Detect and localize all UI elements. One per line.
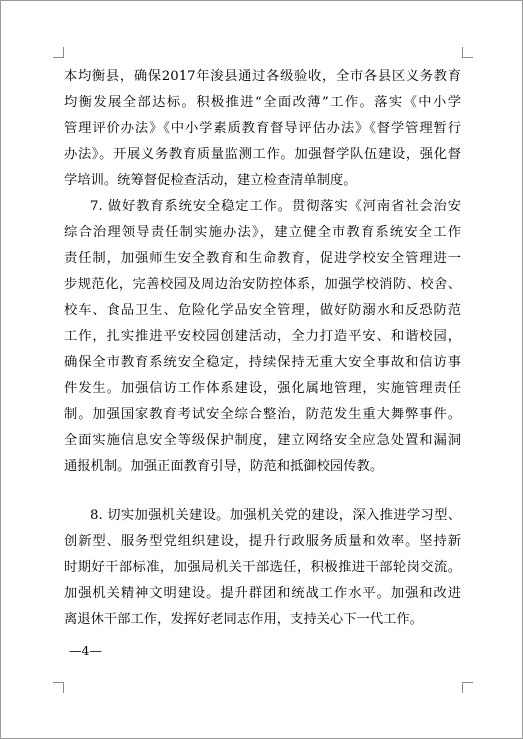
text-line: 制。加强国家教育考试安全综合整治，防范发生重大舞弊事件。: [64, 407, 461, 422]
crop-mark-bottom-left: [53, 682, 64, 693]
text-line: 综合治理领导责任制实施办法》，建立健全市教育系统安全工作: [64, 225, 461, 240]
crop-mark-top-right: [462, 47, 473, 58]
crop-mark-top-left: [53, 47, 64, 58]
text-line: 责任制，加强师生安全教育和生命教育，促进学校安全管理进一: [64, 251, 461, 266]
text-line: 创新型、服务型党组织建设，提升行政服务质量和效率。坚持新: [64, 534, 461, 549]
text-line: 办法》。开展义务教育质量监测工作。加强督学队伍建设，强化督: [64, 147, 461, 162]
text-line: 加强机关精神文明建设。提升群团和统战工作水平。加强和改进: [64, 586, 461, 601]
text-line: 管理评价办法》《中小学素质教育督导评估办法》《督学管理暂行: [64, 121, 461, 136]
text-line: 全面实施信息安全等级保护制度，建立网络安全应急处置和漏洞: [64, 433, 461, 448]
text-line: 本均衡县，确保2017年浚县通过各级验收，全市各县区义务教育: [64, 69, 461, 84]
text-line: 步规范化，完善校园及周边治安防控体系，加强学校消防、校舍、: [64, 277, 461, 292]
text-line: 7. 做好教育系统安全稳定工作。贯彻落实《河南省社会治安: [90, 199, 461, 214]
text-line: 件发生。加强信访工作体系建设，强化属地管理，实施管理责任: [64, 381, 461, 396]
text-line: 均衡发展全部达标。积极推进“全面改薄”工作。落实《中小学: [64, 95, 461, 110]
text-line: 确保全市教育系统安全稳定，持续保持无重大安全事故和信访事: [64, 355, 461, 370]
crop-mark-bottom-right: [462, 682, 473, 693]
text-line: 通报机制。加强正面教育引导，防范和抵御校园传教。: [64, 459, 384, 474]
text-line: 8. 切实加强机关建设。加强机关党的建设，深入推进学习型、: [90, 508, 461, 523]
text-line: 学培训。统筹督促检查活动，建立检查清单制度。: [64, 173, 357, 188]
page-number: —4—: [69, 643, 102, 658]
text-line: 离退休干部工作，发挥好老同志作用，支持关心下一代工作。: [64, 612, 424, 627]
text-line: 校车、食品卫生、危险化学品安全管理，做好防溺水和反恐防范: [64, 303, 461, 318]
text-line: 时期好干部标准，加强局机关干部选任，积极推进干部轮岗交流。: [64, 560, 461, 575]
text-line: 工作，扎实推进平安校园创建活动，全力打造平安、和谐校园，: [64, 329, 461, 344]
